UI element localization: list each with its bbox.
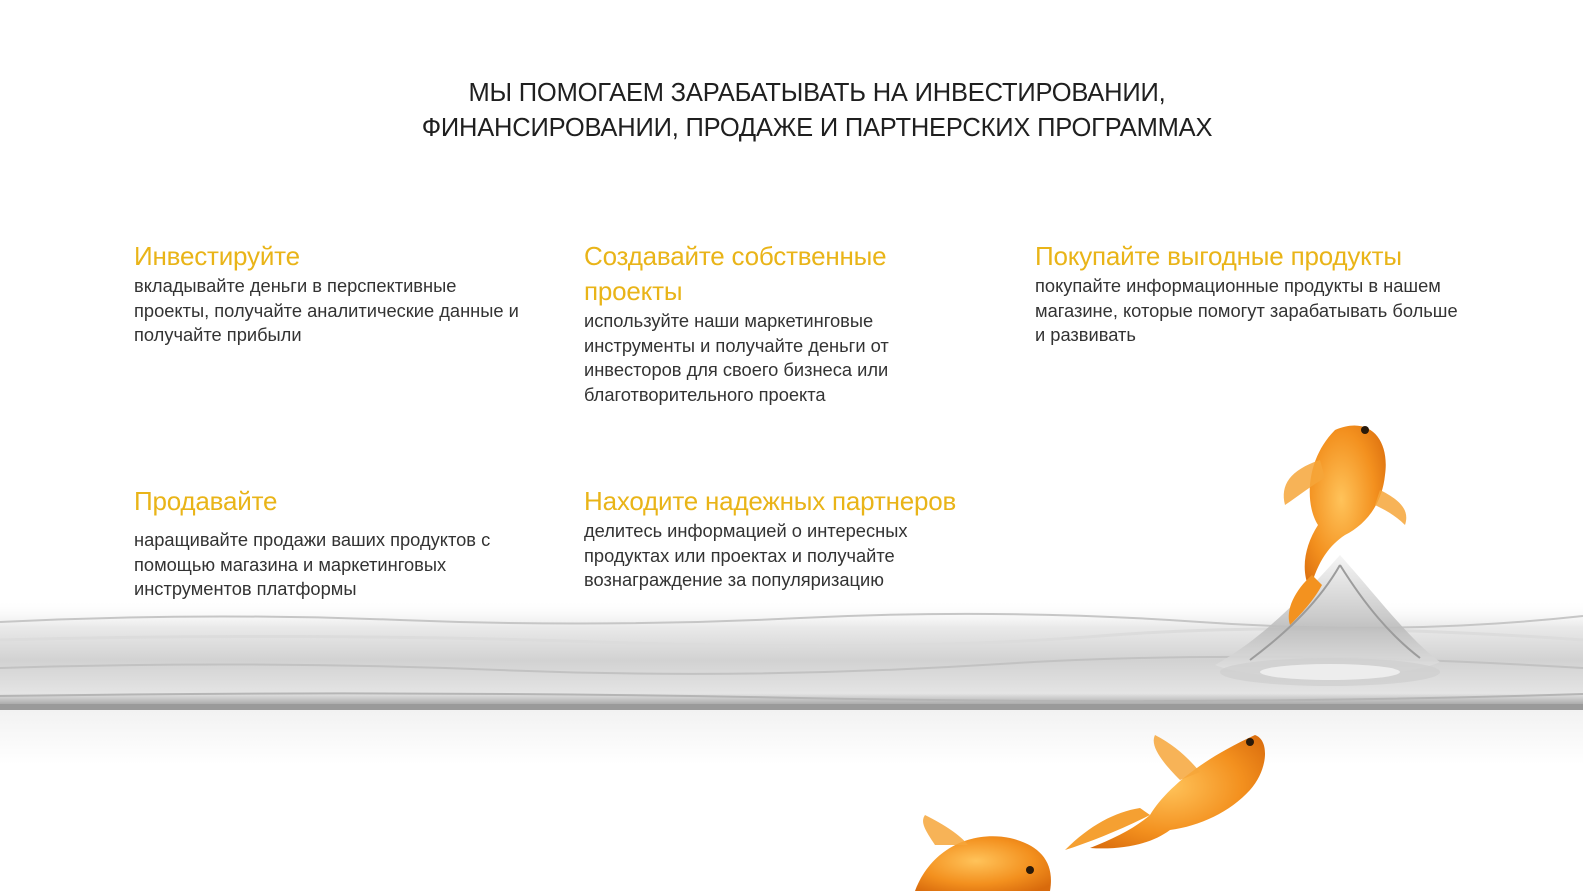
feature-find-partners <box>584 484 984 593</box>
feature-title: Находите надежных партнеров <box>584 486 957 516</box>
feature-description: покупайте информационные продукты в нашем магазине, которые помогут зарабатывать больше и развивать <box>1035 275 1458 346</box>
feature-sell <box>134 484 534 602</box>
goldfish-icon <box>915 426 1406 891</box>
feature-title: Создавайте собственные проекты <box>584 241 887 306</box>
feature-description: наращивайте продажи ваших продуктов с помощью магазина и маркетинговых инструментов платформы <box>134 529 491 600</box>
feature-description: вкладывайте деньги в перспективные проекты, получайте аналитические данные и получайте прибыли <box>134 275 519 346</box>
water-surface-icon <box>0 600 1583 891</box>
feature-invest <box>134 239 534 348</box>
water-splash-icon <box>1215 555 1440 686</box>
page-title <box>300 76 1334 146</box>
feature-buy-products <box>1035 239 1465 348</box>
feature-description: используйте наши маркетинговые инструменты и получайте деньги от инвесторов для своего бизнеса или благотворительного проекта <box>584 310 889 406</box>
feature-title: Инвестируйте <box>134 241 300 271</box>
page-title-line-1: МЫ ПОМОГАЕМ ЗАРАБАТЫВАТЬ НА ИНВЕСТИРОВАНИИ, <box>468 79 1166 107</box>
page-title-line-2: ФИНАНСИРОВАНИИ, ПРОДАЖЕ И ПАРТНЕРСКИХ ПРОГРАММАХ <box>421 114 1213 142</box>
feature-description: делитесь информацией о интересных продуктах или проектах и получайте вознаграждение за популяризацию <box>584 520 908 591</box>
feature-title: Продавайте <box>134 486 278 516</box>
feature-title: Покупайте выгодные продукты <box>1035 241 1402 271</box>
feature-create-projects <box>584 239 984 408</box>
